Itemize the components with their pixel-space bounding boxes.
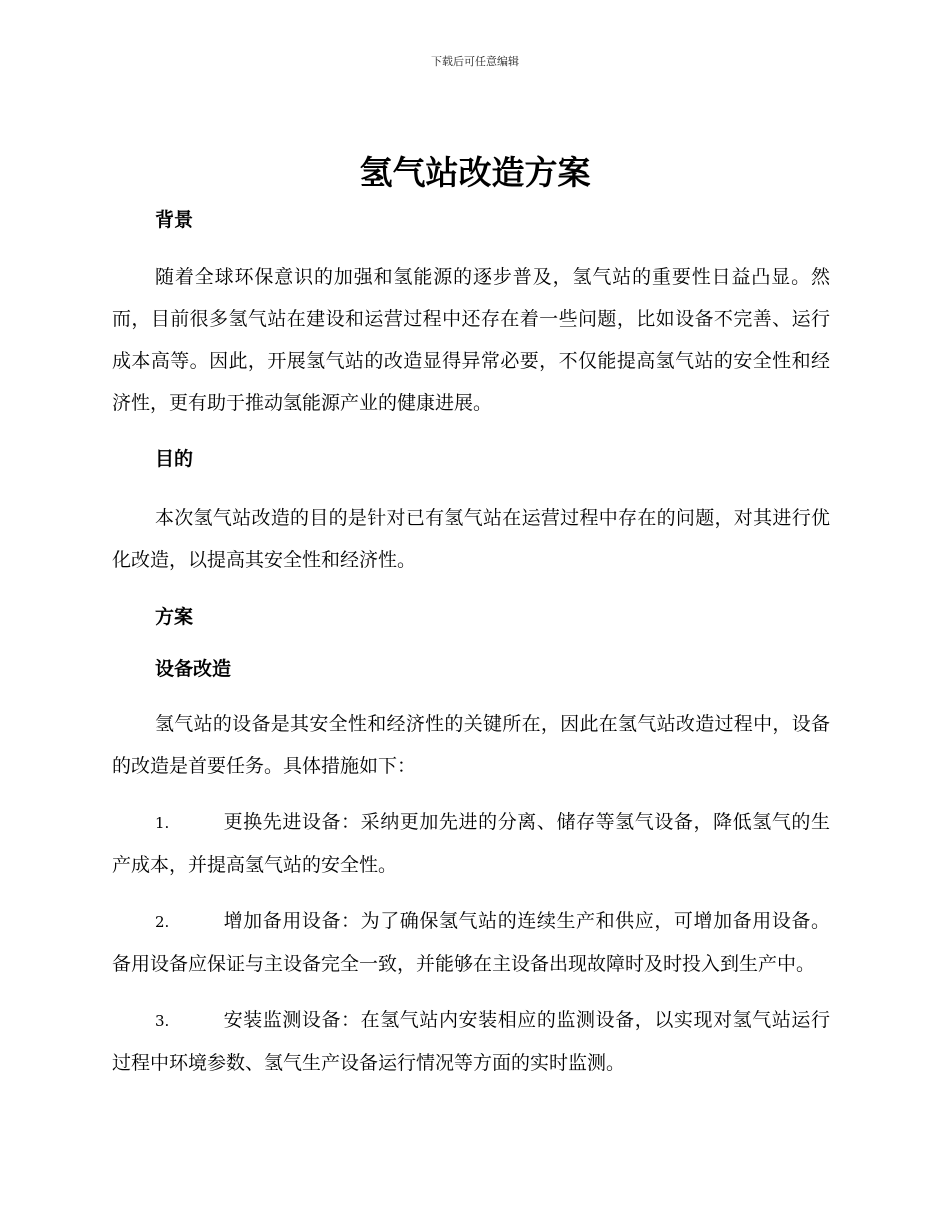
page-title: 氢气站改造方案 [359, 153, 591, 192]
paragraph-purpose: 本次氢气站改造的目的是针对已有氢气站在运营过程中存在的问题，对其进行优化改造，以提高其安全性和经济性。 [112, 507, 830, 571]
header-note: 下载后可任意编辑 [431, 55, 519, 68]
list-item [112, 801, 830, 886]
document-body [112, 200, 830, 1084]
list-item-text: 更换先进设备：采纳更加先进的分离、储存等氢气设备，降低氢气的生产成本，并提高氢气站的安全性。 [112, 811, 830, 876]
paragraph-equipment-intro: 氢气站的设备是其安全性和经济性的关键所在，因此在氢气站改造过程中，设备的改造是首要任务。具体措施如下： [112, 713, 830, 777]
list-item [112, 900, 830, 985]
section-heading-equipment: 设备改造 [155, 658, 232, 680]
list-item [112, 999, 830, 1084]
section-heading-plan: 方案 [155, 606, 194, 628]
list-item-number: 1. [155, 814, 170, 832]
list-item-text: 安装监测设备：在氢气站内安装相应的监测设备，以实现对氢气站运行过程中环境参数、氢气生产设备运行情况等方面的实时监测。 [112, 1009, 830, 1074]
section-heading-background: 背景 [155, 209, 194, 231]
paragraph-background: 随着全球环保意识的加强和氢能源的逐步普及，氢气站的重要性日益凸显。然而，目前很多氢气站在建设和运营过程中还存在着一些问题，比如设备不完善、运行成本高等。因此，开展氢气站的改造显得异常必要，不仅能提高氢气站的安全性和经济性，更有助于推动氢能源产业的健康进展。 [112, 266, 830, 414]
list-item-text: 增加备用设备：为了确保氢气站的连续生产和供应，可增加备用设备。备用设备应保证与主设备完全一致，并能够在主设备出现故障时及时投入到生产中。 [112, 910, 830, 975]
list-item-number: 3. [155, 1012, 170, 1030]
list-item-number: 2. [155, 913, 170, 931]
section-heading-purpose: 目的 [155, 448, 194, 470]
